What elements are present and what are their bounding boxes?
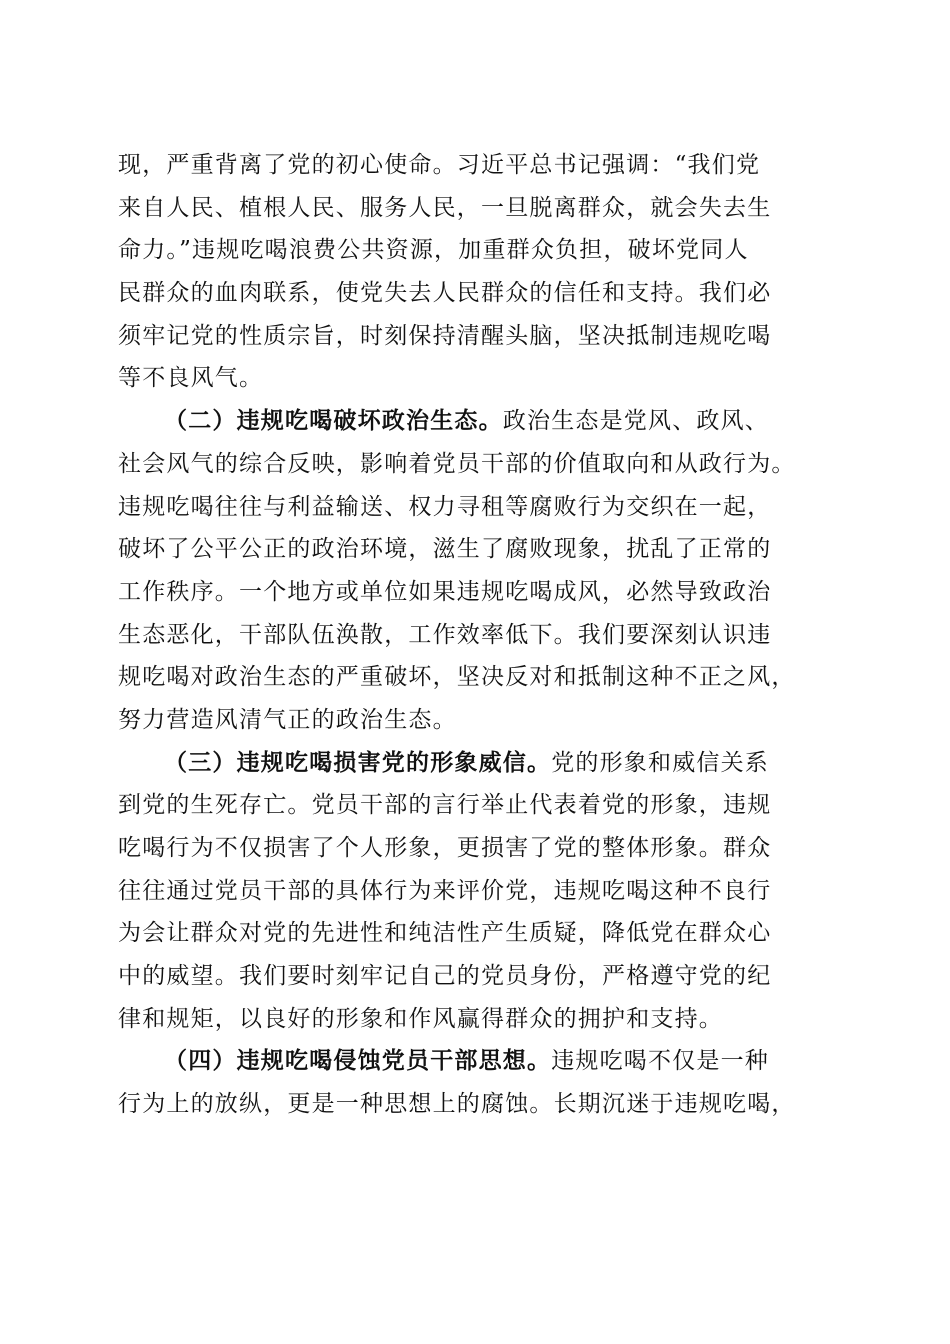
paragraph-line: 破坏了公平公正的政治环境，滋生了腐败现象，扰乱了正常的	[118, 536, 772, 563]
paragraph-line: 努力营造风清气正的政治生态。	[118, 706, 457, 733]
paragraph-line-rest: 政治生态是党风、政风、	[502, 408, 770, 435]
paragraph-first-line	[118, 400, 838, 443]
document-body	[118, 144, 838, 1126]
paragraph-line: 往往通过党员干部的具体行为来评价党，违规吃喝这种不良行	[118, 877, 772, 904]
paragraph-line: 中的威望。我们要时刻牢记自己的党员身份，严格遵守党的纪	[118, 963, 772, 990]
paragraph-line: 须牢记党的性质宗旨，时刻保持清醒头脑，坚决抵制违规吃喝	[118, 322, 772, 349]
paragraph-4	[118, 1040, 838, 1125]
section-heading-3: （三）违规吃喝损害党的形象威信。	[164, 748, 552, 776]
paragraph-first-line	[118, 1040, 838, 1083]
paragraph-line: 等不良风气。	[118, 365, 264, 392]
paragraph-line: 到党的生死存亡。党员干部的言行举止代表着党的形象，违规	[118, 792, 772, 819]
paragraph-1	[118, 144, 838, 400]
paragraph-line: 社会风气的综合反映，影响着党员干部的价值取向和从政行为。	[118, 450, 796, 477]
paragraph-2	[118, 400, 838, 742]
paragraph-first-line	[118, 742, 838, 785]
paragraph-line: 来自人民、植根人民、服务人民，一旦脱离群众，就会失去生	[118, 194, 772, 221]
paragraph-line: 工作秩序。一个地方或单位如果违规吃喝成风，必然导致政治	[118, 578, 772, 605]
paragraph-line: 行为上的放纵，更是一种思想上的腐蚀。长期沉迷于违规吃喝，	[118, 1091, 796, 1118]
paragraph-line: 现，严重背离了党的初心使命。习近平总书记强调：“我们党	[118, 152, 761, 178]
paragraph-line: 为会让群众对党的先进性和纯洁性产生质疑，降低党在群众心	[118, 920, 772, 947]
paragraph-line: 规吃喝对政治生态的严重破坏，坚决反对和抵制这种不正之风，	[118, 664, 796, 691]
paragraph-line: 律和规矩，以良好的形象和作风赢得群众的拥护和支持。	[118, 1005, 723, 1032]
section-heading-2: （二）违规吃喝破坏政治生态。	[164, 407, 503, 435]
paragraph-line: 命力。”违规吃喝浪费公共资源，加重群众负担，破坏党同人	[118, 237, 749, 264]
paragraph-line-rest: 党的形象和威信关系	[551, 749, 770, 776]
paragraph-line: 民群众的血肉联系，使党失去人民群众的信任和支持。我们必	[118, 280, 772, 307]
section-heading-4: （四）违规吃喝侵蚀党员干部思想。	[164, 1047, 552, 1075]
paragraph-3	[118, 742, 838, 1041]
paragraph-line: 违规吃喝往往与利益输送、权力寻租等腐败行为交织在一起，	[118, 493, 772, 520]
paragraph-line: 吃喝行为不仅损害了个人形象，更损害了党的整体形象。群众	[118, 835, 772, 861]
paragraph-line: 生态恶化，干部队伍涣散，工作效率低下。我们要深刻认识违	[118, 621, 772, 648]
paragraph-line-rest: 违规吃喝不仅是一种	[551, 1048, 770, 1075]
